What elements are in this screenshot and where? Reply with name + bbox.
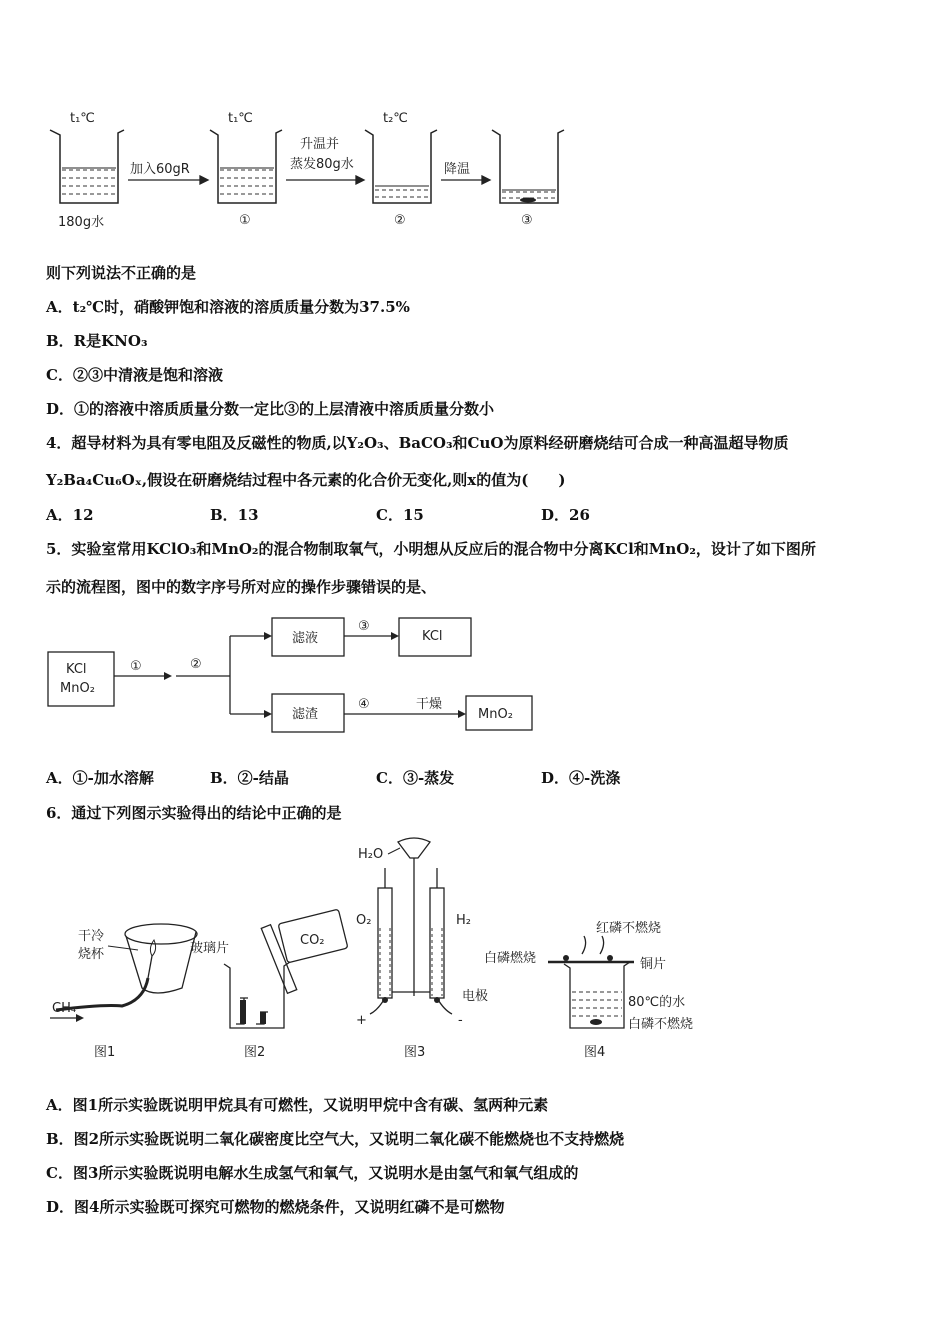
- q3-option-d[interactable]: D．①的溶液中溶质质量分数一定比③的上层清液中溶质质量分数小: [46, 400, 495, 418]
- fig3-o2: O₂: [356, 913, 372, 928]
- fig2-caption: 图2: [244, 1045, 266, 1060]
- q5-line1: 5．实验室常用KClO₃和MnO₂的混合物制取氧气，小明想从反应后的混合物中分离KCl和MnO₂，设计了如下图所: [46, 540, 816, 558]
- q5-option-d[interactable]: D．④-洗涤: [541, 769, 621, 787]
- filtrate-box: 滤液: [292, 631, 319, 646]
- q3-option-b[interactable]: B．R是KNO₃: [46, 332, 148, 350]
- step3-label: ③: [358, 619, 370, 634]
- temp-label: t₁℃: [228, 111, 253, 126]
- q4-option-b[interactable]: B．13: [210, 506, 259, 524]
- step4-label: ④: [358, 697, 370, 712]
- fig1-label2: 烧杯: [78, 947, 105, 962]
- q4-option-d[interactable]: D．26: [541, 506, 590, 524]
- q5-option-b[interactable]: B．②-结晶: [210, 769, 289, 787]
- q4-line1: 4．超导材料为具有零电阻及反磁性的物质,以Y₂O₃、BaCO₃和CuO为原料经研磨烧结可合成一种高温超导物质: [46, 434, 789, 452]
- q6-option-b[interactable]: B．图2所示实验既说明二氧化碳密度比空气大，又说明二氧化碳不能燃烧也不支持燃烧: [46, 1130, 625, 1148]
- q5-option-a[interactable]: A．①-加水溶解: [46, 769, 154, 787]
- water-label: 180g水: [58, 215, 105, 230]
- fig3-electrode: 电极: [462, 989, 489, 1004]
- q4-option-c[interactable]: C．15: [376, 506, 424, 524]
- step2-label: ②: [190, 657, 202, 672]
- kcl-box: KCl: [422, 629, 443, 644]
- q5-line2: 示的流程图，图中的数字序号所对应的操作步骤错误的是、: [46, 578, 437, 596]
- fig1-caption: 图1: [94, 1045, 116, 1060]
- arrow1-label: 加入60gR: [130, 162, 190, 177]
- q4-line2: Y₂Ba₄Cu₆Oₓ,假设在研磨烧结过程中各元素的化合价无变化,则x的值为( ): [46, 471, 566, 489]
- q4-option-a[interactable]: A．12: [46, 506, 94, 524]
- fig4-copper: 铜片: [640, 957, 667, 972]
- start-box-line1: KCl: [66, 662, 87, 677]
- q5-option-c[interactable]: C．③-蒸发: [376, 769, 455, 787]
- fig3-plus: +: [356, 1013, 367, 1028]
- experiment-figures: [44, 828, 724, 1068]
- step1-label: ①: [130, 659, 142, 674]
- separation-flowchart: [44, 610, 544, 740]
- solubility-beaker-figure: [40, 100, 580, 235]
- fig3-caption: 图3: [404, 1045, 426, 1060]
- fig4-white-no: 白磷不燃烧: [628, 1017, 694, 1032]
- dry-label: 干燥: [416, 697, 443, 712]
- temp-label: t₁℃: [70, 111, 95, 126]
- beaker-number: ③: [521, 213, 533, 228]
- q3-stem: 则下列说法不正确的是: [46, 264, 197, 282]
- fig4-red: 红磷不燃烧: [596, 921, 662, 936]
- q3-option-a[interactable]: A．t₂℃时，硝酸钾饱和溶液的溶质质量分数为37.5%: [46, 298, 410, 316]
- residue-box: 滤渣: [292, 707, 319, 722]
- fig2-gas: CO₂: [300, 933, 325, 948]
- fig3-h2: H₂: [456, 913, 471, 928]
- fig4-water: 80℃的水: [628, 995, 686, 1010]
- arrow3-label: 降温: [444, 162, 471, 177]
- fig4-white-burn: 白磷燃烧: [484, 951, 537, 966]
- q6-option-d[interactable]: D．图4所示实验既可探究可燃物的燃烧条件，又说明红磷不是可燃物: [46, 1198, 505, 1216]
- arrow2-label-line2: 蒸发80g水: [290, 157, 354, 172]
- start-box-line2: MnO₂: [60, 681, 95, 696]
- fig1-label1: 干冷: [78, 929, 105, 944]
- q3-option-c[interactable]: C．②③中清液是饱和溶液: [46, 366, 223, 384]
- mno2-box: MnO₂: [478, 707, 513, 722]
- beaker-number: ②: [394, 213, 406, 228]
- temp-label: t₂℃: [383, 111, 408, 126]
- q6-option-c[interactable]: C．图3所示实验既说明电解水生成氢气和氧气，又说明水是由氢气和氧气组成的: [46, 1164, 579, 1182]
- fig3-water: H₂O: [358, 847, 384, 862]
- fig3-minus: -: [458, 1013, 463, 1028]
- fig1-gas: CH₄: [52, 1001, 77, 1016]
- beaker-number: ①: [239, 213, 251, 228]
- fig4-caption: 图4: [584, 1045, 606, 1060]
- q6-stem: 6．通过下列图示实验得出的结论中正确的是: [46, 804, 342, 822]
- fig2-glass: 玻璃片: [190, 941, 230, 956]
- arrow2-label-line1: 升温并: [300, 137, 340, 152]
- q6-option-a[interactable]: A．图1所示实验既说明甲烷具有可燃性，又说明甲烷中含有碳、氢两种元素: [46, 1096, 549, 1114]
